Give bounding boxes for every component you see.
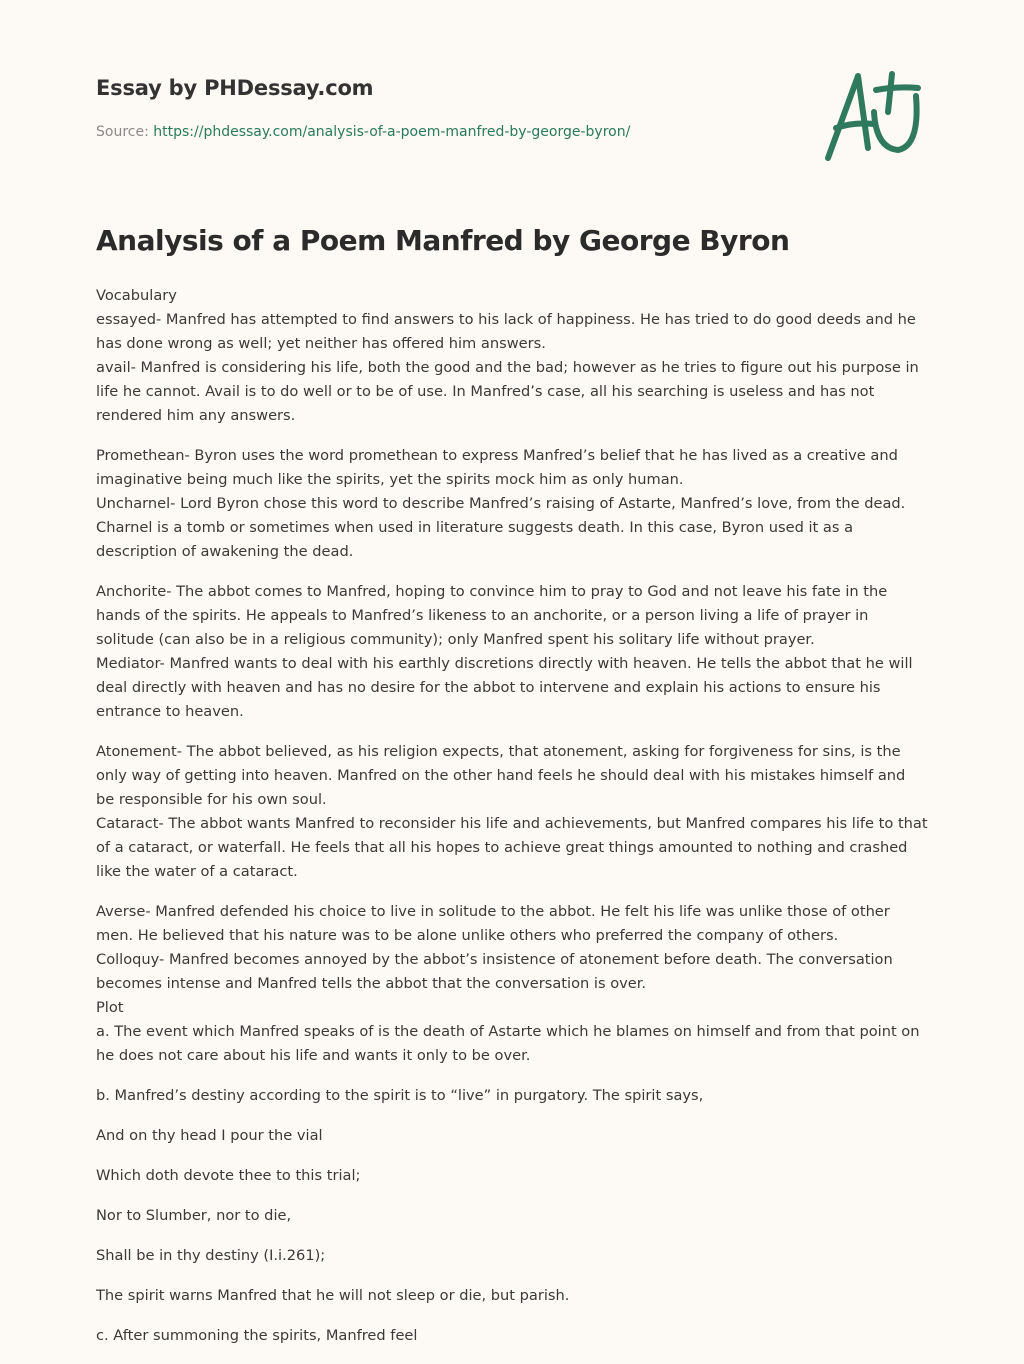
- paragraph-line: Atonement- The abbot believed, as his religion expects, that atonement, asking for forgiveness for sins, is the only way of getting into heaven. Manfred on the other hand feels he should deal with his mistakes himself and be responsible for his own soul.: [96, 743, 906, 808]
- paragraph: [96, 1164, 928, 1188]
- paragraph: [96, 1084, 928, 1108]
- paragraph-line: Plot: [96, 999, 124, 1016]
- paragraph: [96, 740, 928, 884]
- paragraph-line: Which doth devote thee to this trial;: [96, 1167, 361, 1184]
- paragraph-line: avail- Manfred is considering his life, both the good and the bad; however as he tries to figure out his purpose in life he cannot. Avail is to do well or to be of use. In Manfred’s case, all his searching is useless and has not rendered him any answers.: [96, 359, 919, 424]
- source-label: Source:: [96, 124, 154, 140]
- essay-body: [96, 284, 928, 1364]
- paragraph-line: Uncharnel- Lord Byron chose this word to describe Manfred’s raising of Astarte, Manfred’s love, from the dead. Charnel is a tomb or sometimes when used in literature suggests death. In this case, Byron used it as a description of awakening the dead.: [96, 495, 906, 560]
- paragraph: [96, 1284, 928, 1308]
- a-plus-logo-icon: [818, 66, 928, 166]
- brand-title: Essay by PHDessay.com: [96, 76, 374, 100]
- paragraph-line: Colloquy- Manfred becomes annoyed by the abbot’s insistence of atonement before death. The conversation becomes intense and Manfred tells the abbot that the conversation is over.: [96, 951, 893, 992]
- paragraph: [96, 1324, 928, 1348]
- paragraph-line: Averse- Manfred defended his choice to live in solitude to the abbot. He felt his life was unlike those of other men. He believed that his nature was to be alone unlike others who preferred the company of others.: [96, 903, 890, 944]
- source-link[interactable]: https://phdessay.com/analysis-of-a-poem-manfred-by-george-byron/: [153, 124, 631, 140]
- paragraph-line: Shall be in thy destiny (I.i.261);: [96, 1247, 326, 1264]
- paragraph-line: Nor to Slumber, nor to die,: [96, 1207, 292, 1224]
- paragraph-line: Cataract- The abbot wants Manfred to reconsider his life and achievements, but Manfred compares his life to that of a cataract, or waterfall. He feels that all his hopes to achieve great things amounted to nothing and crashed like the water of a cataract.: [96, 815, 928, 880]
- paragraph: [96, 900, 928, 1068]
- paragraph-line: Vocabulary: [96, 287, 177, 304]
- paragraph-line: c. After summoning the spirits, Manfred feel: [96, 1327, 418, 1344]
- paragraph-line: a. The event which Manfred speaks of is the death of Astarte which he blames on himself and from that point on he does not care about his life and wants it only to be over.: [96, 1023, 920, 1064]
- paragraph-line: b. Manfred’s destiny according to the spirit is to “live” in purgatory. The spirit says,: [96, 1087, 704, 1104]
- paragraph: [96, 284, 928, 428]
- paragraph: [96, 1204, 928, 1228]
- paragraph-line: The spirit warns Manfred that he will not sleep or die, but parish.: [96, 1287, 570, 1304]
- essay-title: Analysis of a Poem Manfred by George Byron: [96, 224, 790, 257]
- paragraph: [96, 1244, 928, 1268]
- paragraph-line: And on thy head I pour the vial: [96, 1127, 323, 1144]
- paragraph-line: Anchorite- The abbot comes to Manfred, hoping to convince him to pray to God and not leave his fate in the hands of the spirits. He appeals to Manfred’s likeness to an anchorite, or a person living a life of prayer in solitude (can also be in a religious community); only Manfred spent his solitary life without prayer.: [96, 583, 888, 648]
- paragraph-line: essayed- Manfred has attempted to find answers to his lack of happiness. He has tried to do good deeds and he has done wrong as well; yet neither has offered him answers.: [96, 311, 916, 352]
- source-line: [96, 124, 630, 140]
- paragraph: [96, 580, 928, 724]
- paragraph-line: Promethean- Byron uses the word promethean to express Manfred’s belief that he has lived as a creative and imaginative being much like the spirits, yet the spirits mock him as only human.: [96, 447, 898, 488]
- paragraph: [96, 1124, 928, 1148]
- paragraph: [96, 444, 928, 564]
- paragraph-line: Mediator- Manfred wants to deal with his earthly discretions directly with heaven. He tells the abbot that he will deal directly with heaven and has no desire for the abbot to intervene and explain his actions to ensure his entrance to heaven.: [96, 655, 913, 720]
